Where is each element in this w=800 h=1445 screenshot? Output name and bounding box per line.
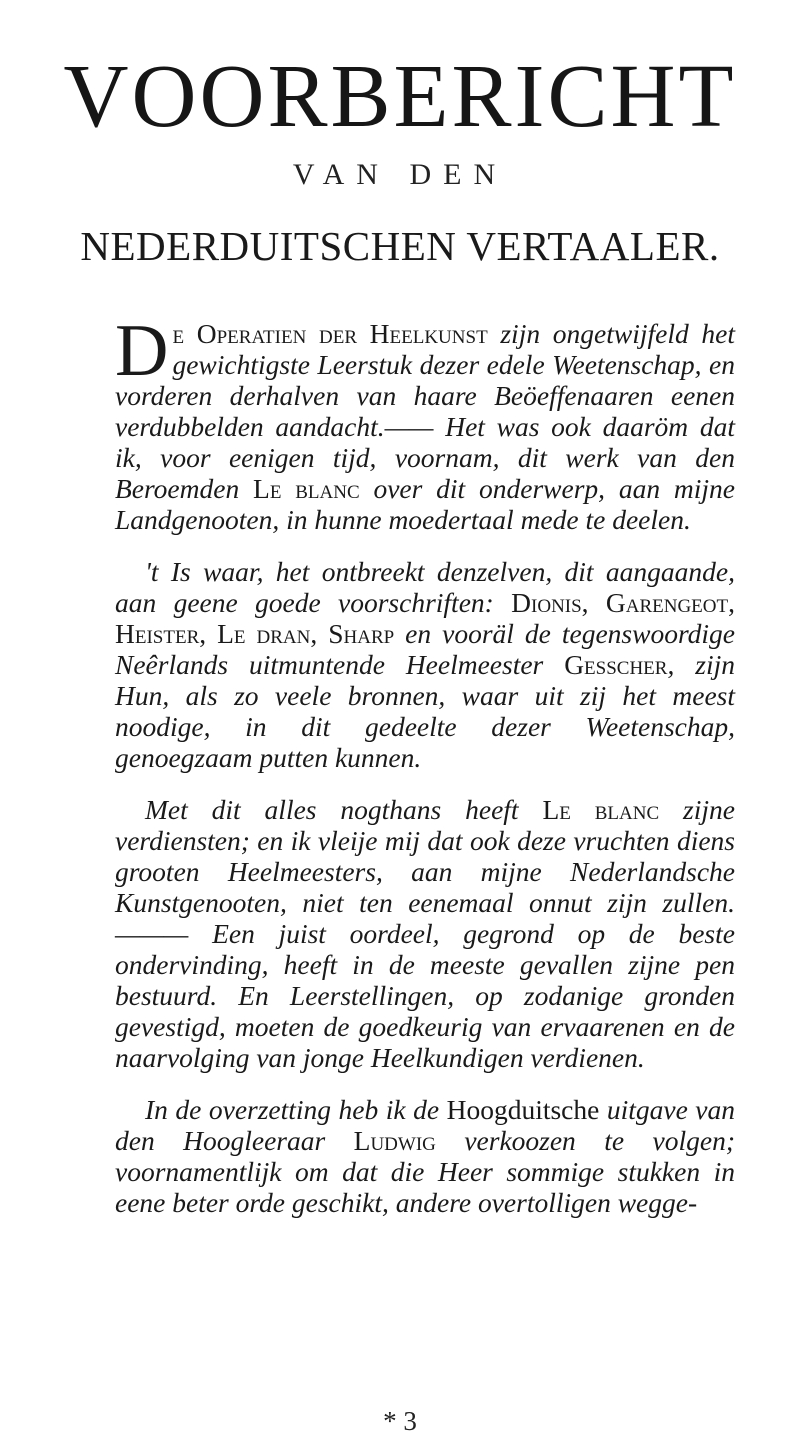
p4-text-end: verkoozen te volgen; voornamentlijk om dat die Heer sommige stukken in eene beter orde geschikt, andere overtolligen wegge- — [115, 1125, 735, 1218]
paragraph-4 — [115, 1094, 735, 1218]
p2-text-mid: en vooräl de tegenswoordige Neêrlands uitmuntende Heelmeester — [115, 618, 735, 680]
p2-author: Gesscher — [564, 649, 668, 680]
paragraph-3 — [115, 794, 735, 1073]
paragraph-1 — [115, 310, 735, 535]
drop-cap: D — [115, 310, 169, 392]
p1-author: Le blanc — [253, 473, 360, 504]
p1-text-end: over dit onderwerp, aan mijne Landgenooten, in hunne moedertaal mede te deelen. — [115, 473, 735, 535]
p4-term: Hoogduitsche — [446, 1094, 600, 1125]
p1-opening: e — [172, 318, 197, 349]
body-text — [115, 310, 735, 1239]
title-subject: NEDERDUITSCHEN VERTAALER. — [80, 223, 720, 269]
page-title: VOORBERICHT — [63, 47, 737, 146]
p1-text: zijn ongetwijfeld het gewichtigste Leerstuk dezer edele Weetenschap, en vorderen derhalven van haare Beöeffenaaren eenen verdubbelden aandacht.—— Het was ook daaröm dat ik, voor eenigen tijd, voornam, dit werk van den Beroemden — [115, 318, 735, 504]
p1-term: Operatien der Heelkunst — [196, 318, 488, 349]
p4-text-mid: uitgave van den Hoogleeraar — [115, 1094, 735, 1156]
p3-author: Le blanc — [542, 794, 660, 825]
p2-text-end: , zijn Hun, als zo veele bronnen, waar uit zij het meest noodige, in dit gedeelte dezer Weetenschap, genoegzaam putten kunnen. — [115, 649, 735, 773]
p2-text: 't Is waar, het ontbreekt denzelven, dit aangaande, aan geene goede voorschriften: — [115, 556, 735, 618]
p2-authors: Dionis, Garengeot, Heister, Le dran, Sharp — [115, 587, 735, 649]
p4-text: In de overzetting heb ik de — [145, 1094, 447, 1125]
p3-text-end: zijne verdiensten; en ik vleije mij dat ook deze vruchten diens grooten Heelmeesters, aan mijne Nederlandsche Kunstgenooten, niet ten eenemaal onnut zijn zullen. ——— Een juist oordeel, gegrond op de beste ondervinding, heeft in de meeste gevallen zijne pen bestuurd. En Leerstellingen, op zodanige gronden gevestigd, moeten de goedkeurig van ervaarenen en de naarvolging van jonge Heelkundigen verdienen. — [115, 794, 735, 1073]
signature-mark: * 3 — [383, 1406, 417, 1436]
p3-text: Met dit alles nogthans heeft — [145, 794, 543, 825]
p4-author: Ludwig — [353, 1125, 436, 1156]
title-connector: VAN DEN — [292, 158, 508, 191]
paragraph-2 — [115, 556, 735, 773]
